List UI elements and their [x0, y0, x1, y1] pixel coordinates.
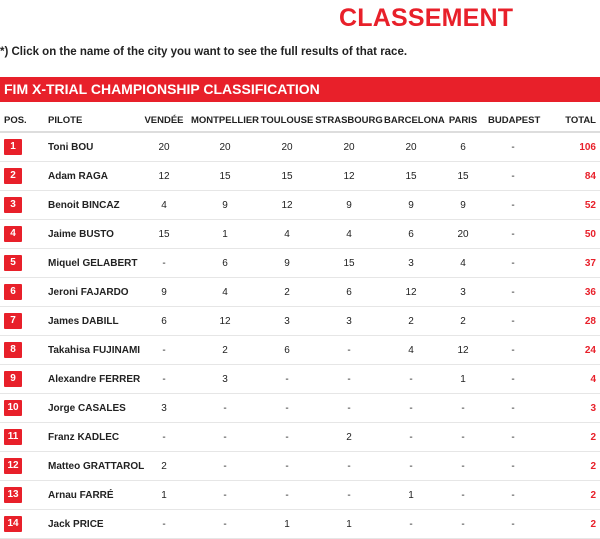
position-cell	[0, 452, 48, 481]
result-cell-paris: 1	[438, 365, 488, 394]
position-badge: 4	[4, 226, 22, 242]
result-cell-budapest: -	[488, 278, 538, 307]
pilot-name: Jaime BUSTO	[48, 220, 138, 249]
result-cell-barcelona: 6	[384, 220, 438, 249]
total-points: 106	[538, 132, 600, 162]
position-cell	[0, 481, 48, 510]
pilot-name: Arnau FARRÉ	[48, 481, 138, 510]
result-cell-toulouse: 2	[260, 278, 314, 307]
result-cell-paris: 6	[438, 132, 488, 162]
total-points: 3	[538, 394, 600, 423]
position-cell	[0, 220, 48, 249]
total-points: 2	[538, 481, 600, 510]
result-cell-barcelona: 3	[384, 249, 438, 278]
result-cell-strasbourg: -	[314, 336, 384, 365]
result-cell-montpellier: 4	[190, 278, 260, 307]
result-cell-paris: 9	[438, 191, 488, 220]
result-cell-barcelona: 9	[384, 191, 438, 220]
header-pos: POS.	[0, 109, 48, 132]
total-points: 24	[538, 336, 600, 365]
table-row	[0, 394, 600, 423]
header-race-montpellier[interactable]: MONTPELLIER	[190, 109, 260, 132]
result-cell-barcelona: 1	[384, 481, 438, 510]
result-cell-montpellier: 1	[190, 220, 260, 249]
table-row	[0, 423, 600, 452]
result-cell-montpellier: -	[190, 423, 260, 452]
position-badge: 6	[4, 284, 22, 300]
position-badge: 9	[4, 371, 22, 387]
result-cell-budapest: -	[488, 510, 538, 539]
result-cell-budapest: -	[488, 132, 538, 162]
total-points: 4	[538, 365, 600, 394]
result-cell-montpellier: 20	[190, 132, 260, 162]
result-cell-barcelona: 2	[384, 307, 438, 336]
result-cell-vendee: 3	[138, 394, 190, 423]
header-race-toulouse[interactable]: TOULOUSE	[260, 109, 314, 132]
result-cell-budapest: -	[488, 452, 538, 481]
pilot-name: Franz KADLEC	[48, 423, 138, 452]
result-cell-toulouse: -	[260, 452, 314, 481]
position-cell	[0, 365, 48, 394]
result-cell-toulouse: -	[260, 481, 314, 510]
header-race-budapest[interactable]: BUDAPEST	[488, 109, 538, 132]
table-row	[0, 365, 600, 394]
position-cell	[0, 307, 48, 336]
position-cell	[0, 191, 48, 220]
total-points: 2	[538, 510, 600, 539]
result-cell-toulouse: 20	[260, 132, 314, 162]
result-cell-strasbourg: 15	[314, 249, 384, 278]
result-cell-strasbourg: 9	[314, 191, 384, 220]
pilot-name: Benoit BINCAZ	[48, 191, 138, 220]
header-race-strasbourg[interactable]: STRASBOURG	[314, 109, 384, 132]
result-cell-barcelona: -	[384, 394, 438, 423]
pilot-name: Matteo GRATTAROL	[48, 452, 138, 481]
result-cell-toulouse: 12	[260, 191, 314, 220]
result-cell-toulouse: 1	[260, 510, 314, 539]
result-cell-strasbourg: 20	[314, 132, 384, 162]
result-cell-barcelona: 15	[384, 162, 438, 191]
result-cell-budapest: -	[488, 365, 538, 394]
result-cell-strasbourg: 2	[314, 423, 384, 452]
result-cell-strasbourg: 1	[314, 510, 384, 539]
total-points: 36	[538, 278, 600, 307]
table-header-row	[0, 109, 600, 132]
position-badge: 13	[4, 487, 22, 503]
result-cell-budapest: -	[488, 307, 538, 336]
total-points: 52	[538, 191, 600, 220]
table-row	[0, 162, 600, 191]
result-cell-paris: 12	[438, 336, 488, 365]
total-points: 2	[538, 452, 600, 481]
result-cell-paris: 2	[438, 307, 488, 336]
result-cell-strasbourg: 6	[314, 278, 384, 307]
pilot-name: Jeroni FAJARDO	[48, 278, 138, 307]
classification-banner: FIM X-TRIAL CHAMPIONSHIP CLASSIFICATION	[0, 77, 600, 102]
result-cell-montpellier: -	[190, 481, 260, 510]
header-race-vendee[interactable]: VENDÉE	[138, 109, 190, 132]
position-badge: 2	[4, 168, 22, 184]
result-cell-budapest: -	[488, 481, 538, 510]
table-row	[0, 307, 600, 336]
table-row	[0, 249, 600, 278]
result-cell-barcelona: 4	[384, 336, 438, 365]
pilot-name: Toni BOU	[48, 132, 138, 162]
result-cell-budapest: -	[488, 423, 538, 452]
page-heading: CLASSEMENT	[339, 4, 514, 32]
result-cell-strasbourg: -	[314, 452, 384, 481]
result-cell-strasbourg: -	[314, 481, 384, 510]
position-badge: 1	[4, 139, 22, 155]
result-cell-barcelona: 20	[384, 132, 438, 162]
result-cell-budapest: -	[488, 336, 538, 365]
table-row	[0, 278, 600, 307]
position-badge: 10	[4, 400, 22, 416]
table-row	[0, 132, 600, 162]
pilot-name: Takahisa FUJINAMI	[48, 336, 138, 365]
result-cell-paris: 15	[438, 162, 488, 191]
table-row	[0, 510, 600, 539]
result-cell-toulouse: 3	[260, 307, 314, 336]
result-cell-paris: -	[438, 481, 488, 510]
position-cell	[0, 132, 48, 162]
pilot-name: Miquel GELABERT	[48, 249, 138, 278]
total-points: 37	[538, 249, 600, 278]
result-cell-strasbourg: 12	[314, 162, 384, 191]
result-cell-vendee: 6	[138, 307, 190, 336]
position-badge: 7	[4, 313, 22, 329]
result-cell-barcelona: -	[384, 423, 438, 452]
result-cell-toulouse: -	[260, 423, 314, 452]
table-row	[0, 452, 600, 481]
result-cell-barcelona: -	[384, 510, 438, 539]
pilot-name: Alexandre FERRER	[48, 365, 138, 394]
result-cell-montpellier: 3	[190, 365, 260, 394]
header-total: TOTAL	[538, 109, 600, 132]
position-badge: 11	[4, 429, 22, 445]
position-badge: 12	[4, 458, 22, 474]
header-race-barcelona[interactable]: BARCELONA	[384, 109, 438, 132]
result-cell-budapest: -	[488, 394, 538, 423]
result-cell-vendee: -	[138, 423, 190, 452]
result-cell-montpellier: 12	[190, 307, 260, 336]
result-cell-budapest: -	[488, 162, 538, 191]
position-badge: 5	[4, 255, 22, 271]
result-cell-vendee: 20	[138, 132, 190, 162]
table-body	[0, 132, 600, 539]
result-cell-strasbourg: -	[314, 365, 384, 394]
result-cell-toulouse: 15	[260, 162, 314, 191]
result-cell-montpellier: -	[190, 394, 260, 423]
result-cell-budapest: -	[488, 191, 538, 220]
result-cell-paris: 20	[438, 220, 488, 249]
total-points: 84	[538, 162, 600, 191]
classification-table	[0, 109, 600, 539]
position-cell	[0, 278, 48, 307]
result-cell-toulouse: 4	[260, 220, 314, 249]
result-cell-paris: -	[438, 510, 488, 539]
result-cell-strasbourg: 3	[314, 307, 384, 336]
header-race-paris[interactable]: PARIS	[438, 109, 488, 132]
table-row	[0, 481, 600, 510]
result-cell-vendee: -	[138, 510, 190, 539]
position-cell	[0, 394, 48, 423]
result-cell-barcelona: -	[384, 452, 438, 481]
result-cell-montpellier: 2	[190, 336, 260, 365]
result-cell-budapest: -	[488, 249, 538, 278]
pilot-name: Jack PRICE	[48, 510, 138, 539]
total-points: 28	[538, 307, 600, 336]
result-cell-paris: -	[438, 394, 488, 423]
total-points: 50	[538, 220, 600, 249]
table-row	[0, 191, 600, 220]
result-cell-montpellier: 15	[190, 162, 260, 191]
pilot-name: Jorge CASALES	[48, 394, 138, 423]
result-cell-montpellier: 9	[190, 191, 260, 220]
result-cell-paris: -	[438, 423, 488, 452]
position-cell	[0, 423, 48, 452]
result-cell-paris: 4	[438, 249, 488, 278]
result-cell-vendee: 15	[138, 220, 190, 249]
result-cell-barcelona: 12	[384, 278, 438, 307]
result-cell-vendee: 12	[138, 162, 190, 191]
instruction-note: *) Click on the name of the city you want to see the full results of that race.	[0, 46, 408, 58]
result-cell-montpellier: 6	[190, 249, 260, 278]
pilot-name: James DABILL	[48, 307, 138, 336]
total-points: 2	[538, 423, 600, 452]
position-cell	[0, 510, 48, 539]
result-cell-barcelona: -	[384, 365, 438, 394]
result-cell-paris: 3	[438, 278, 488, 307]
table-row	[0, 220, 600, 249]
result-cell-budapest: -	[488, 220, 538, 249]
result-cell-montpellier: -	[190, 510, 260, 539]
position-cell	[0, 336, 48, 365]
result-cell-vendee: -	[138, 336, 190, 365]
result-cell-vendee: 9	[138, 278, 190, 307]
position-cell	[0, 162, 48, 191]
result-cell-montpellier: -	[190, 452, 260, 481]
result-cell-toulouse: 6	[260, 336, 314, 365]
result-cell-strasbourg: 4	[314, 220, 384, 249]
result-cell-vendee: -	[138, 249, 190, 278]
pilot-name: Adam RAGA	[48, 162, 138, 191]
result-cell-vendee: 4	[138, 191, 190, 220]
result-cell-toulouse: -	[260, 365, 314, 394]
result-cell-vendee: 2	[138, 452, 190, 481]
result-cell-toulouse: 9	[260, 249, 314, 278]
position-badge: 3	[4, 197, 22, 213]
header-pilote: PILOTE	[48, 109, 138, 132]
result-cell-strasbourg: -	[314, 394, 384, 423]
result-cell-toulouse: -	[260, 394, 314, 423]
result-cell-vendee: 1	[138, 481, 190, 510]
position-badge: 8	[4, 342, 22, 358]
result-cell-paris: -	[438, 452, 488, 481]
table-row	[0, 336, 600, 365]
position-badge: 14	[4, 516, 22, 532]
result-cell-vendee: -	[138, 365, 190, 394]
position-cell	[0, 249, 48, 278]
